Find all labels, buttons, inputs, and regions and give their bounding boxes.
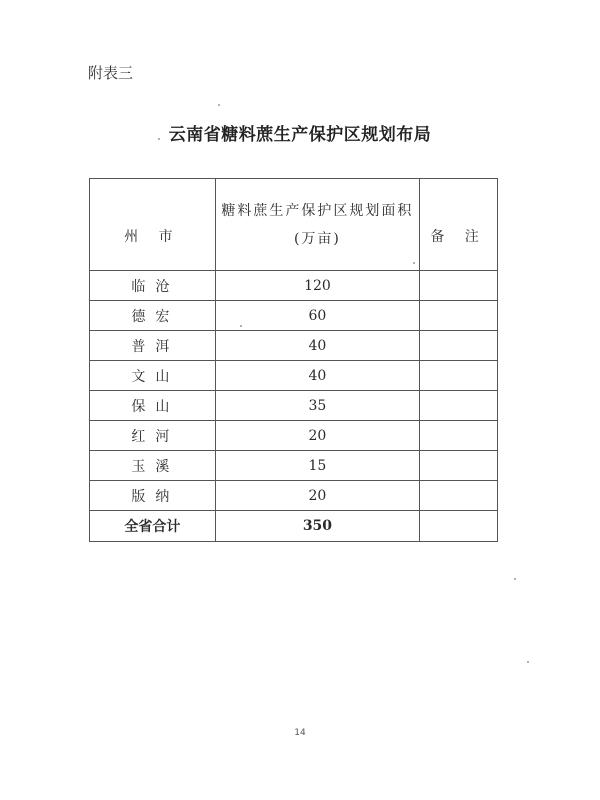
table-header-row <box>90 179 498 271</box>
area-cell: 15 <box>215 451 419 481</box>
city-cell: 临沧 <box>90 271 216 301</box>
table-row <box>90 301 498 331</box>
area-cell: 120 <box>215 271 419 301</box>
header-note: 备 注 <box>420 179 498 271</box>
area-cell: 60 <box>215 301 419 331</box>
scan-speck <box>527 661 529 663</box>
note-cell <box>420 361 498 391</box>
header-area <box>215 179 419 271</box>
note-cell <box>420 331 498 361</box>
scan-speck <box>218 104 220 106</box>
area-cell: 40 <box>215 331 419 361</box>
city-cell: 红河 <box>90 421 216 451</box>
header-area-line2: (万亩) <box>293 230 341 247</box>
header-area-line1: 糖料蔗生产保护区规划面积 <box>221 202 414 219</box>
city-cell: 文山 <box>90 361 216 391</box>
area-cell: 40 <box>215 361 419 391</box>
table-total-row <box>90 511 498 542</box>
table-row <box>90 391 498 421</box>
total-area: 350 <box>215 511 419 542</box>
city-cell: 普洱 <box>90 331 216 361</box>
city-cell: 玉溪 <box>90 451 216 481</box>
table-row <box>90 271 498 301</box>
table-row <box>90 361 498 391</box>
page-number: 14 <box>294 728 306 738</box>
city-cell: 版纳 <box>90 481 216 511</box>
note-cell <box>420 391 498 421</box>
note-cell <box>420 421 498 451</box>
table-row <box>90 481 498 511</box>
note-cell <box>420 451 498 481</box>
scan-speck <box>514 578 516 580</box>
document-title: 云南省糖料蔗生产保护区规划布局 <box>168 125 432 145</box>
planning-table <box>89 178 498 542</box>
note-cell <box>420 271 498 301</box>
total-note <box>420 511 498 542</box>
city-cell: 德宏 <box>90 301 216 331</box>
note-cell <box>420 481 498 511</box>
appendix-label: 附表三 <box>88 64 134 82</box>
scan-speck <box>240 325 242 327</box>
area-cell: 35 <box>215 391 419 421</box>
total-label: 全省合计 <box>90 511 216 542</box>
scan-speck <box>413 262 415 264</box>
area-cell: 20 <box>215 481 419 511</box>
city-cell: 保山 <box>90 391 216 421</box>
note-cell <box>420 301 498 331</box>
table-row <box>90 331 498 361</box>
table-row <box>90 451 498 481</box>
header-city: 州 市 <box>90 179 216 271</box>
area-cell: 20 <box>215 421 419 451</box>
scan-speck <box>158 138 160 140</box>
table-row <box>90 421 498 451</box>
